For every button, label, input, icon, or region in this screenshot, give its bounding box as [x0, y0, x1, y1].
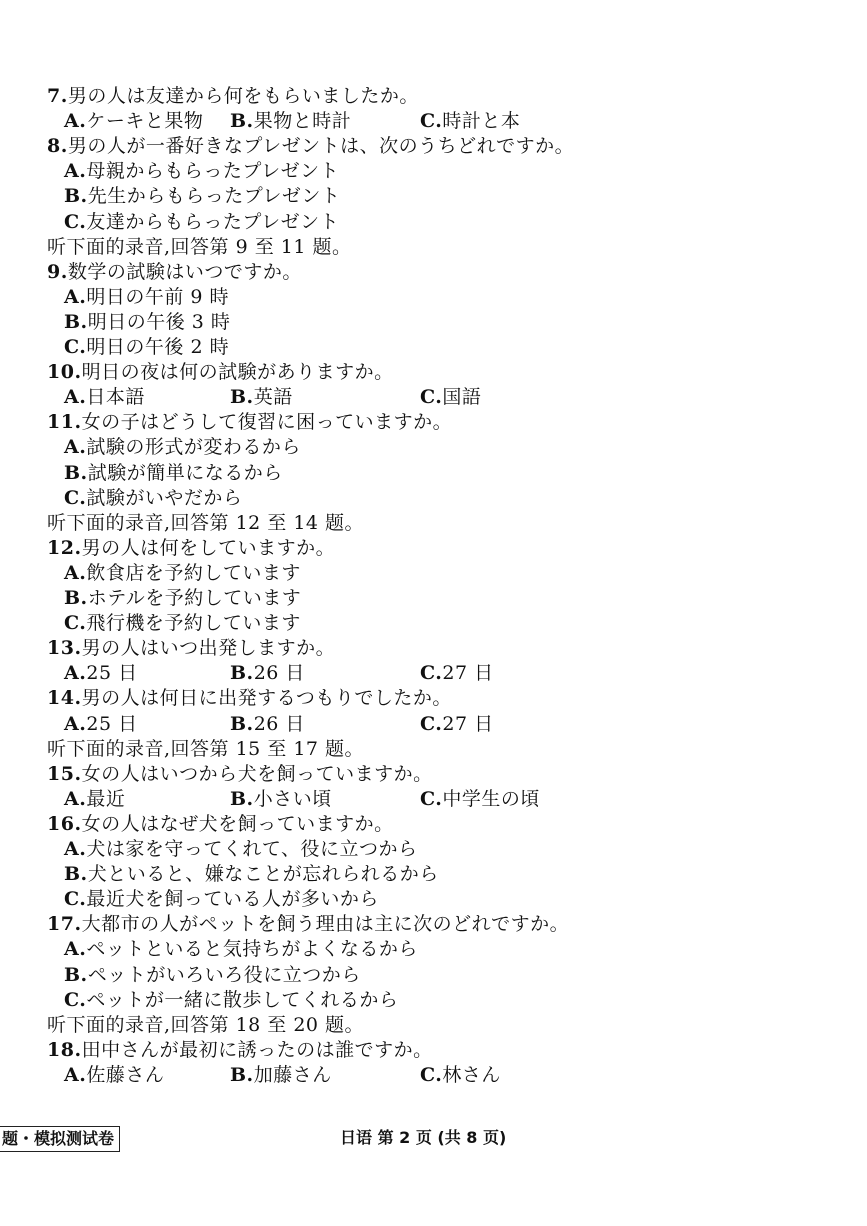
question-number: 8. [47, 135, 68, 157]
answer-option[interactable] [230, 787, 332, 812]
question-text: 田中さんが最初に誘ったのは誰ですか。 [81, 1039, 433, 1061]
answer-option[interactable] [420, 712, 494, 737]
answer-option[interactable] [64, 385, 145, 410]
question-line [47, 536, 335, 561]
option-letter: C. [420, 386, 443, 408]
answer-option[interactable] [64, 586, 301, 611]
question-number: 18. [47, 1039, 82, 1061]
option-letter: A. [64, 562, 87, 584]
option-text: 時計と本 [442, 110, 521, 132]
answer-option[interactable] [64, 937, 418, 962]
question-text: 大都市の人がペットを飼う理由は主に次のどれですか。 [81, 913, 570, 935]
answer-option[interactable] [64, 1063, 164, 1088]
answer-option[interactable] [230, 385, 293, 410]
option-letter: A. [64, 110, 87, 132]
option-letter: C. [64, 487, 87, 509]
option-letter: B. [64, 863, 88, 885]
option-letter: A. [64, 160, 87, 182]
question-line [47, 762, 433, 787]
answer-option[interactable] [64, 837, 417, 862]
option-text: 25 日 [86, 713, 138, 735]
option-letter: B. [64, 964, 88, 986]
option-letter: B. [230, 1064, 254, 1086]
option-letter: C. [64, 989, 87, 1011]
question-number: 14. [47, 687, 82, 709]
question-line [47, 360, 394, 385]
section-instruction: 听下面的录音,回答第 9 至 11 题。 [47, 236, 352, 258]
answer-option[interactable] [64, 285, 229, 310]
answer-option[interactable] [64, 184, 340, 209]
option-text: ペットがいろいろ役に立つから [87, 964, 361, 986]
option-text: 明日の午前 9 時 [86, 286, 230, 308]
answer-option[interactable] [64, 887, 379, 912]
answer-option[interactable] [420, 787, 540, 812]
option-letter: C. [64, 211, 87, 233]
answer-option[interactable] [420, 661, 494, 686]
answer-option[interactable] [64, 461, 283, 486]
question-line [47, 812, 394, 837]
answer-option[interactable] [230, 1063, 332, 1088]
question-text: 男の人はいつ出発しますか。 [81, 637, 336, 659]
option-letter: B. [230, 788, 254, 810]
question-text: 男の人は何日に出発するつもりでしたか。 [81, 687, 452, 709]
answer-option[interactable] [230, 109, 351, 134]
answer-option[interactable] [64, 435, 301, 460]
question-text: 男の人は友達から何をもらいましたか。 [67, 85, 419, 107]
question-line [47, 1038, 433, 1063]
section-instruction: 听下面的录音,回答第 18 至 20 题。 [47, 1014, 365, 1036]
option-text: 果物と時計 [253, 110, 352, 132]
option-letter: A. [64, 788, 87, 810]
answer-option[interactable] [64, 712, 138, 737]
option-letter: A. [64, 1064, 87, 1086]
option-text: 試験がいやだから [86, 487, 243, 509]
answer-option[interactable] [64, 787, 125, 812]
option-text: 先生からもらったプレゼント [87, 185, 341, 207]
option-text: 最近 [86, 788, 126, 810]
question-number: 11. [47, 411, 82, 433]
option-letter: C. [64, 888, 87, 910]
option-text: 友達からもらったプレゼント [86, 211, 340, 233]
question-text: 男の人は何をしていますか。 [81, 537, 336, 559]
answer-option[interactable] [230, 712, 305, 737]
option-letter: B. [230, 386, 254, 408]
option-text: 27 日 [442, 713, 494, 735]
option-text: ホテルを予約しています [87, 587, 302, 609]
answer-option[interactable] [64, 862, 439, 887]
question-number: 10. [47, 361, 82, 383]
option-letter: C. [420, 1064, 443, 1086]
answer-option[interactable] [420, 109, 520, 134]
option-letter: A. [64, 662, 87, 684]
option-letter: B. [64, 311, 88, 333]
question-line [47, 636, 335, 661]
answer-option[interactable] [64, 109, 203, 134]
option-text: 26 日 [253, 713, 305, 735]
option-text: 林さん [442, 1064, 501, 1086]
question-text: 数学の試験はいつですか。 [67, 261, 302, 283]
option-letter: B. [230, 110, 254, 132]
section-instruction: 听下面的录音,回答第 15 至 17 题。 [47, 738, 365, 760]
footer-page-number: 日语 第 2 页 (共 8 页) [340, 1128, 507, 1147]
question-text: 男の人が一番好きなプレゼントは、次のうちどれですか。 [67, 135, 575, 157]
option-text: 明日の午後 3 時 [87, 311, 231, 333]
option-letter: B. [64, 587, 88, 609]
option-text: 最近犬を飼っている人が多いから [86, 888, 379, 910]
question-line [47, 410, 452, 435]
question-line [47, 260, 302, 285]
question-text: 明日の夜は何の試験がありますか。 [81, 361, 394, 383]
question-text: 女の人はなぜ犬を飼っていますか。 [81, 813, 394, 835]
option-text: 中学生の頃 [442, 788, 540, 810]
option-letter: C. [64, 612, 87, 634]
section-instruction: 听下面的录音,回答第 12 至 14 题。 [47, 512, 365, 534]
question-line [47, 84, 419, 109]
answer-option[interactable] [64, 210, 339, 235]
answer-option[interactable] [64, 561, 301, 586]
answer-option[interactable] [64, 310, 230, 335]
option-text: 26 日 [253, 662, 305, 684]
answer-option[interactable] [64, 611, 301, 636]
option-text: 小さい頃 [253, 788, 332, 810]
option-letter: C. [420, 788, 443, 810]
option-text: 試験の形式が変わるから [86, 436, 301, 458]
option-text: 飲食店を予約しています [86, 562, 301, 584]
option-text: 母親からもらったプレゼント [86, 160, 340, 182]
question-text: 女の子はどうして復習に困っていますか。 [81, 411, 453, 433]
option-text: 佐藤さん [86, 1064, 165, 1086]
option-text: 飛行機を予約しています [86, 612, 301, 634]
option-text: 日本語 [86, 386, 145, 408]
answer-option[interactable] [64, 963, 361, 988]
footer-paper-title: 题・模拟测试卷 [0, 1126, 120, 1152]
option-text: 犬は家を守ってくれて、役に立つから [86, 838, 418, 860]
option-letter: C. [64, 336, 87, 358]
answer-option[interactable] [230, 661, 305, 686]
question-text: 女の人はいつから犬を飼っていますか。 [81, 763, 433, 785]
question-line [47, 686, 452, 711]
option-letter: B. [64, 185, 88, 207]
answer-option[interactable] [64, 661, 138, 686]
option-text: ペットが一緒に散歩してくれるから [86, 989, 399, 1011]
option-letter: A. [64, 386, 87, 408]
question-number: 16. [47, 813, 82, 835]
option-text: 英語 [253, 386, 293, 408]
option-letter: C. [420, 662, 443, 684]
option-text: ケーキと果物 [86, 110, 204, 132]
option-text: 国語 [442, 386, 482, 408]
option-letter: A. [64, 838, 87, 860]
option-letter: A. [64, 436, 87, 458]
question-number: 7. [47, 85, 68, 107]
question-number: 17. [47, 913, 82, 935]
option-text: ペットといると気持ちがよくなるから [86, 938, 418, 960]
option-letter: B. [64, 462, 88, 484]
option-text: 加藤さん [253, 1064, 332, 1086]
question-line [47, 134, 574, 159]
option-text: 27 日 [442, 662, 494, 684]
answer-option[interactable] [420, 385, 481, 410]
option-letter: B. [230, 662, 254, 684]
question-line [47, 912, 569, 937]
answer-option[interactable] [64, 335, 229, 360]
answer-option[interactable] [64, 159, 339, 184]
answer-option[interactable] [64, 988, 398, 1013]
question-number: 15. [47, 763, 82, 785]
question-number: 12. [47, 537, 82, 559]
option-text: 25 日 [86, 662, 138, 684]
question-number: 13. [47, 637, 82, 659]
option-letter: C. [420, 110, 443, 132]
option-letter: B. [230, 713, 254, 735]
answer-option[interactable] [420, 1063, 501, 1088]
option-letter: A. [64, 938, 87, 960]
option-letter: C. [420, 713, 443, 735]
option-text: 犬といると、嫌なことが忘れられるから [87, 863, 439, 885]
option-letter: A. [64, 713, 87, 735]
option-letter: A. [64, 286, 87, 308]
question-number: 9. [47, 261, 68, 283]
answer-option[interactable] [64, 486, 242, 511]
option-text: 明日の午後 2 時 [86, 336, 230, 358]
option-text: 試験が簡単になるから [87, 462, 283, 484]
